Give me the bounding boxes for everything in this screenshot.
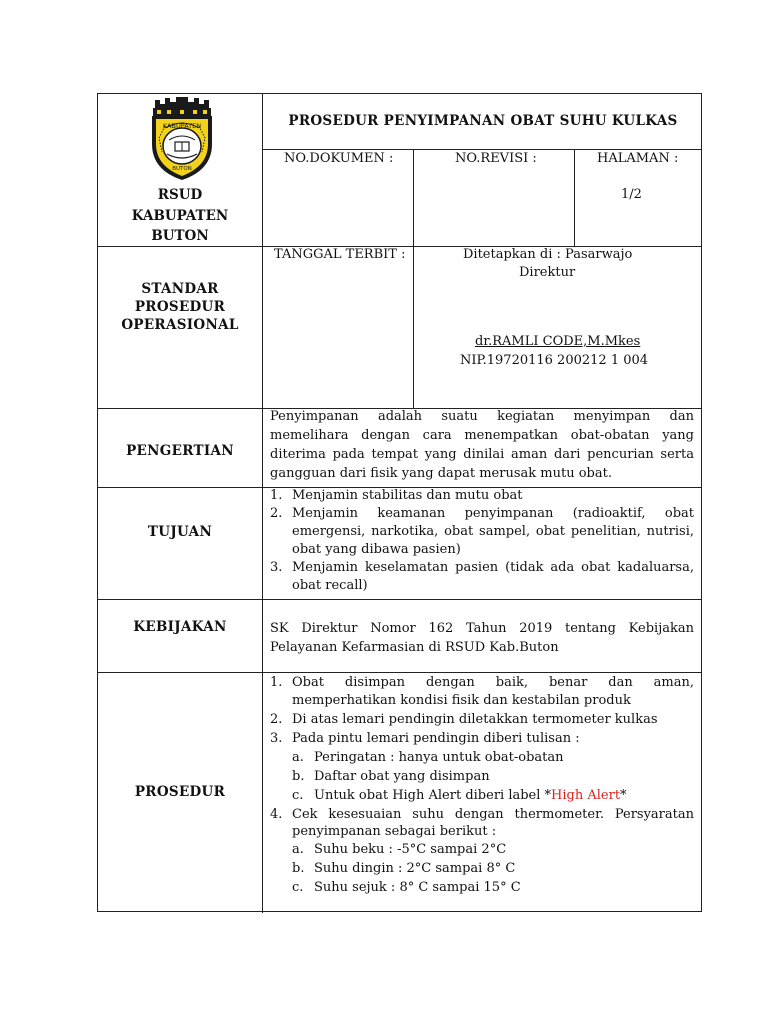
list-item xyxy=(270,730,694,748)
prosedur-list xyxy=(270,674,694,897)
list-number: 1. xyxy=(270,488,283,503)
sop-label-line: PROSEDUR xyxy=(134,299,226,315)
kebijakan-text: SK Direktur Nomor 162 Tahun 2019 tentang Kebijakan Pelayanan Kefarmasian di RSUD Kab.Buton xyxy=(270,621,694,655)
list-text: Peringatan : hanya untuk obat-obatan xyxy=(314,750,564,765)
column-divider xyxy=(574,149,575,246)
sop-document xyxy=(97,93,702,912)
list-item xyxy=(270,559,694,595)
pengertian-label: PENGERTIAN xyxy=(126,443,234,459)
list-item xyxy=(270,674,694,710)
tujuan-label: TUJUAN xyxy=(147,524,213,540)
list-text: Menjamin keselamatan pasien (tidak ada obat kadaluarsa, obat recall) xyxy=(292,560,694,593)
row-divider xyxy=(98,599,702,600)
sub-list-item xyxy=(270,786,694,805)
hospital-name-line: KABUPATEN xyxy=(131,207,229,224)
jabatan-text: Direktur xyxy=(519,265,576,280)
director-nip: NIP.19720116 200212 1 004 xyxy=(460,353,649,368)
prosedur-label: PROSEDUR xyxy=(134,784,226,800)
sop-label-line: OPERASIONAL xyxy=(121,317,239,333)
list-text: Untuk obat High Alert diberi label * xyxy=(314,788,552,803)
sub-list-item xyxy=(270,859,694,878)
kabupaten-buton-emblem xyxy=(147,96,217,182)
halaman-value: 1/2 xyxy=(621,187,642,202)
no-dokumen-label: NO.DOKUMEN : xyxy=(284,151,394,166)
sop-label xyxy=(98,280,262,334)
list-text: Daftar obat yang disimpan xyxy=(314,769,490,784)
list-item xyxy=(270,806,694,840)
list-text: Suhu dingin : 2°C sampai 8° C xyxy=(314,861,516,876)
tanggal-terbit-label: TANGGAL TERBIT : xyxy=(274,247,406,262)
row-divider xyxy=(262,149,702,150)
kebijakan-label: KEBIJAKAN xyxy=(133,619,227,635)
list-item xyxy=(270,711,694,729)
halaman-label: HALAMAN : xyxy=(597,151,679,166)
list-item xyxy=(270,505,694,559)
ditetapkan-text: Ditetapkan di : Pasarwajo xyxy=(463,247,633,262)
svg-text:BUTON: BUTON xyxy=(172,166,192,172)
list-number: a. xyxy=(292,750,304,765)
column-divider xyxy=(413,149,414,246)
high-alert-label: High Alert xyxy=(551,788,621,803)
list-number: c. xyxy=(292,788,304,803)
list-number: 2. xyxy=(270,712,283,727)
svg-text:KABUPATEN: KABUPATEN xyxy=(162,122,202,130)
list-number: c. xyxy=(292,880,304,895)
sub-list-item xyxy=(270,767,694,786)
hospital-name-line: BUTON xyxy=(151,228,209,244)
sub-list-item xyxy=(270,748,694,767)
list-number: 3. xyxy=(270,560,283,575)
director-name: dr.RAMLI CODE,M.Mkes xyxy=(475,334,641,349)
list-text: Cek kesesuaian suhu dengan thermometer. Persyaratan penyimpanan sebagai berikut : xyxy=(292,807,694,839)
no-revisi-label: NO.REVISI : xyxy=(455,151,537,166)
list-number: 4. xyxy=(270,807,283,822)
row-divider xyxy=(98,672,702,673)
list-text: Menjamin keamanan penyimpanan (radioaktif, obat emergensi, narkotika, obat sampel, obat penelitian, nutrisi, obat yang dibawa pasien) xyxy=(292,506,694,557)
list-number: a. xyxy=(292,842,304,857)
list-text: Di atas lemari pendingin diletakkan termometer kulkas xyxy=(292,712,658,727)
list-text: * xyxy=(620,788,627,803)
list-text: Obat disimpan dengan baik, benar dan aman, memperhatikan kondisi fisik dan kestabilan produk xyxy=(292,675,694,708)
pengertian-text: Penyimpanan adalah suatu kegiatan menyimpan dan memelihara dengan cara menempatkan obat-obatan yang diterima pada tempat yang dinilai aman dari pencurian serta gangguan dari fisik yang dapat merusak mutu obat. xyxy=(270,409,694,481)
list-number: 3. xyxy=(270,731,283,746)
sub-list-item xyxy=(270,878,694,897)
list-number: 2. xyxy=(270,506,283,521)
list-text: Suhu sejuk : 8° C sampai 15° C xyxy=(314,880,521,895)
list-text: Suhu beku : -5°C sampai 2°C xyxy=(314,842,507,857)
list-number: b. xyxy=(292,769,305,784)
list-number: 1. xyxy=(270,675,283,690)
hospital-name xyxy=(98,185,262,247)
tujuan-list xyxy=(270,487,694,595)
column-divider xyxy=(262,94,263,913)
sop-label-line: STANDAR xyxy=(141,281,219,297)
document-title: PROSEDUR PENYIMPANAN OBAT SUHU KULKAS xyxy=(288,113,678,129)
column-divider xyxy=(413,246,414,408)
list-text: Menjamin stabilitas dan mutu obat xyxy=(292,488,523,503)
list-number: b. xyxy=(292,861,305,876)
sub-list-item xyxy=(270,840,694,859)
list-text: Pada pintu lemari pendingin diberi tulisan : xyxy=(292,731,580,746)
list-item xyxy=(270,487,694,505)
hospital-name-line: RSUD xyxy=(157,187,203,203)
